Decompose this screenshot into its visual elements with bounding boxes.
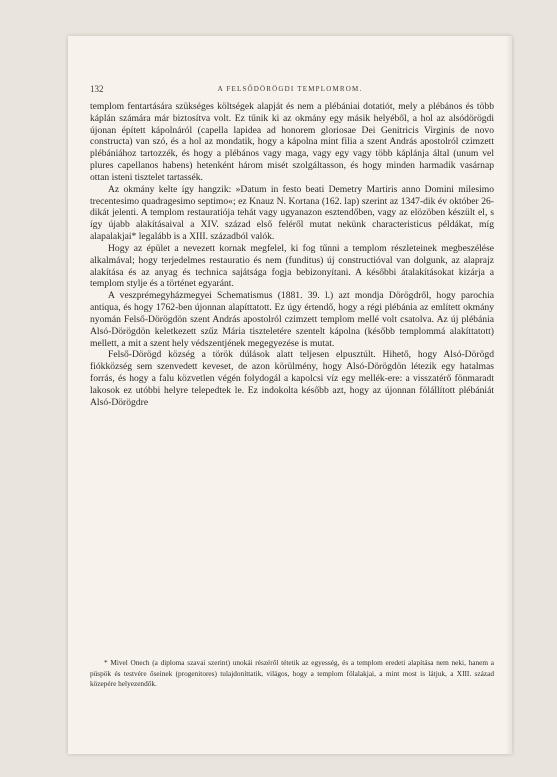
footnotes: [90, 658, 494, 690]
body-text: [90, 101, 494, 409]
paragraph-1: templom fentartására szükséges költségek alapját és nem a plébániai dotatiót, mely a plébános és több káplán számára már biztosítva volt. Ez tűnik ki az okmány egy másik helyéből, a hol az alsódörögdi újonan épített kápolnáról (capella lapidea ad honorem gloriosae Dei Genitricis Virginis de novo constructa) van szó, és a hol az mondatik, hogy a kápolna mint filia a szent András apostolról czimzett plébániához tartozzék, és hogy a plébános vagy maga, vagy egy vagy több káplánja által (unum vel plures capellanos habens) hetenként három misét szolgáltasson, és hogy minden harmadik vasárnap ottan isteni tisztelet tartassék.: [90, 101, 494, 183]
page-number: 132: [90, 84, 104, 94]
running-title: A FELSŐDÖRÖGDI TEMPLOMROM.: [217, 85, 363, 93]
page-header: [90, 84, 490, 96]
paragraph-3: Hogy az épület a nevezett kornak megfelel, ki fog tűnni a templom részleteinek megbeszélése alkalmával; hogy terjedelmes restauratio és nem (funditus) új constructióval van dolgunk, az alaprajz alakítása és az anyag és technica sajátsága fogja bebizonyítani. A későbbi átalakításokat kizárja a templom stylje és a történet egyaránt.: [90, 242, 494, 290]
paragraph-5: Felső-Dörögd község a török dúlások alatt teljesen elpusztúlt. Hihető, hogy Alsó-Dörögd fiókközség sem szenvedett keveset, de azon körülmény, hogy Alsó-Dörögdön létezik egy hatalmas forrás, és hogy a falu közvetlen végén folydogál a kapolcsi víz egy mellék-ere: a visszatérő fönmaradt lakosok ez utóbbi helyre telepedtek le. Ez indokolta később azt, hogy az újonnan fölállított plébániát Alsó-Dörögdre: [90, 349, 494, 408]
paragraph-4: A veszprémegyházmegyei Schematismus (1881. 39. l.) azt mondja Dörögdről, hogy parochia antiqua, és hogy 1762-ben újonnan alapíttatott. Ez úgy értendő, hogy a régi plébánia az említett okmány nyomán Felső-Dörögdön szent András apostolról czimzett templom mellé volt csatolva. Az új plébánia Alsó-Dörögdön keletkezett szűz Mária tiszteletére szentelt kápolna (később templommá alakíttatott) mellett, a mit a szent hely védszentjének megegyezése is mutat.: [90, 290, 494, 349]
footnote-1: * Mivel Onech (a diploma szavai szerint) unokái részéről tétetik az egyesség, és a templom eredeti alapítása nem neki, hanem a püspök és testvére őseinek (progenitores) tulajdoníttatik, világos, hogy a templom fölalakjai, a mint most is látjuk, a XIII. század közepére helyezendők.: [90, 658, 494, 688]
page-sheet: [68, 36, 512, 754]
paragraph-2: Az okmány kelte így hangzik: »Datum in festo beati Demetry Martiris anno Domini milesimo trecentesimo quadragesimo septimo«; ez Knauz N. Kortana (162. lap) szerint az 1347-dik év október 26-dikát jelenti. A templom restauratiója tehát vagy ugyanazon esztendőben, vagy az elözöben készült el, s így újabb alakításaival a XIV. század első feléről mutat nekünk characteristicus példákat, míg alapalakjai* legalább is a XIII. századból valók.: [90, 183, 494, 243]
